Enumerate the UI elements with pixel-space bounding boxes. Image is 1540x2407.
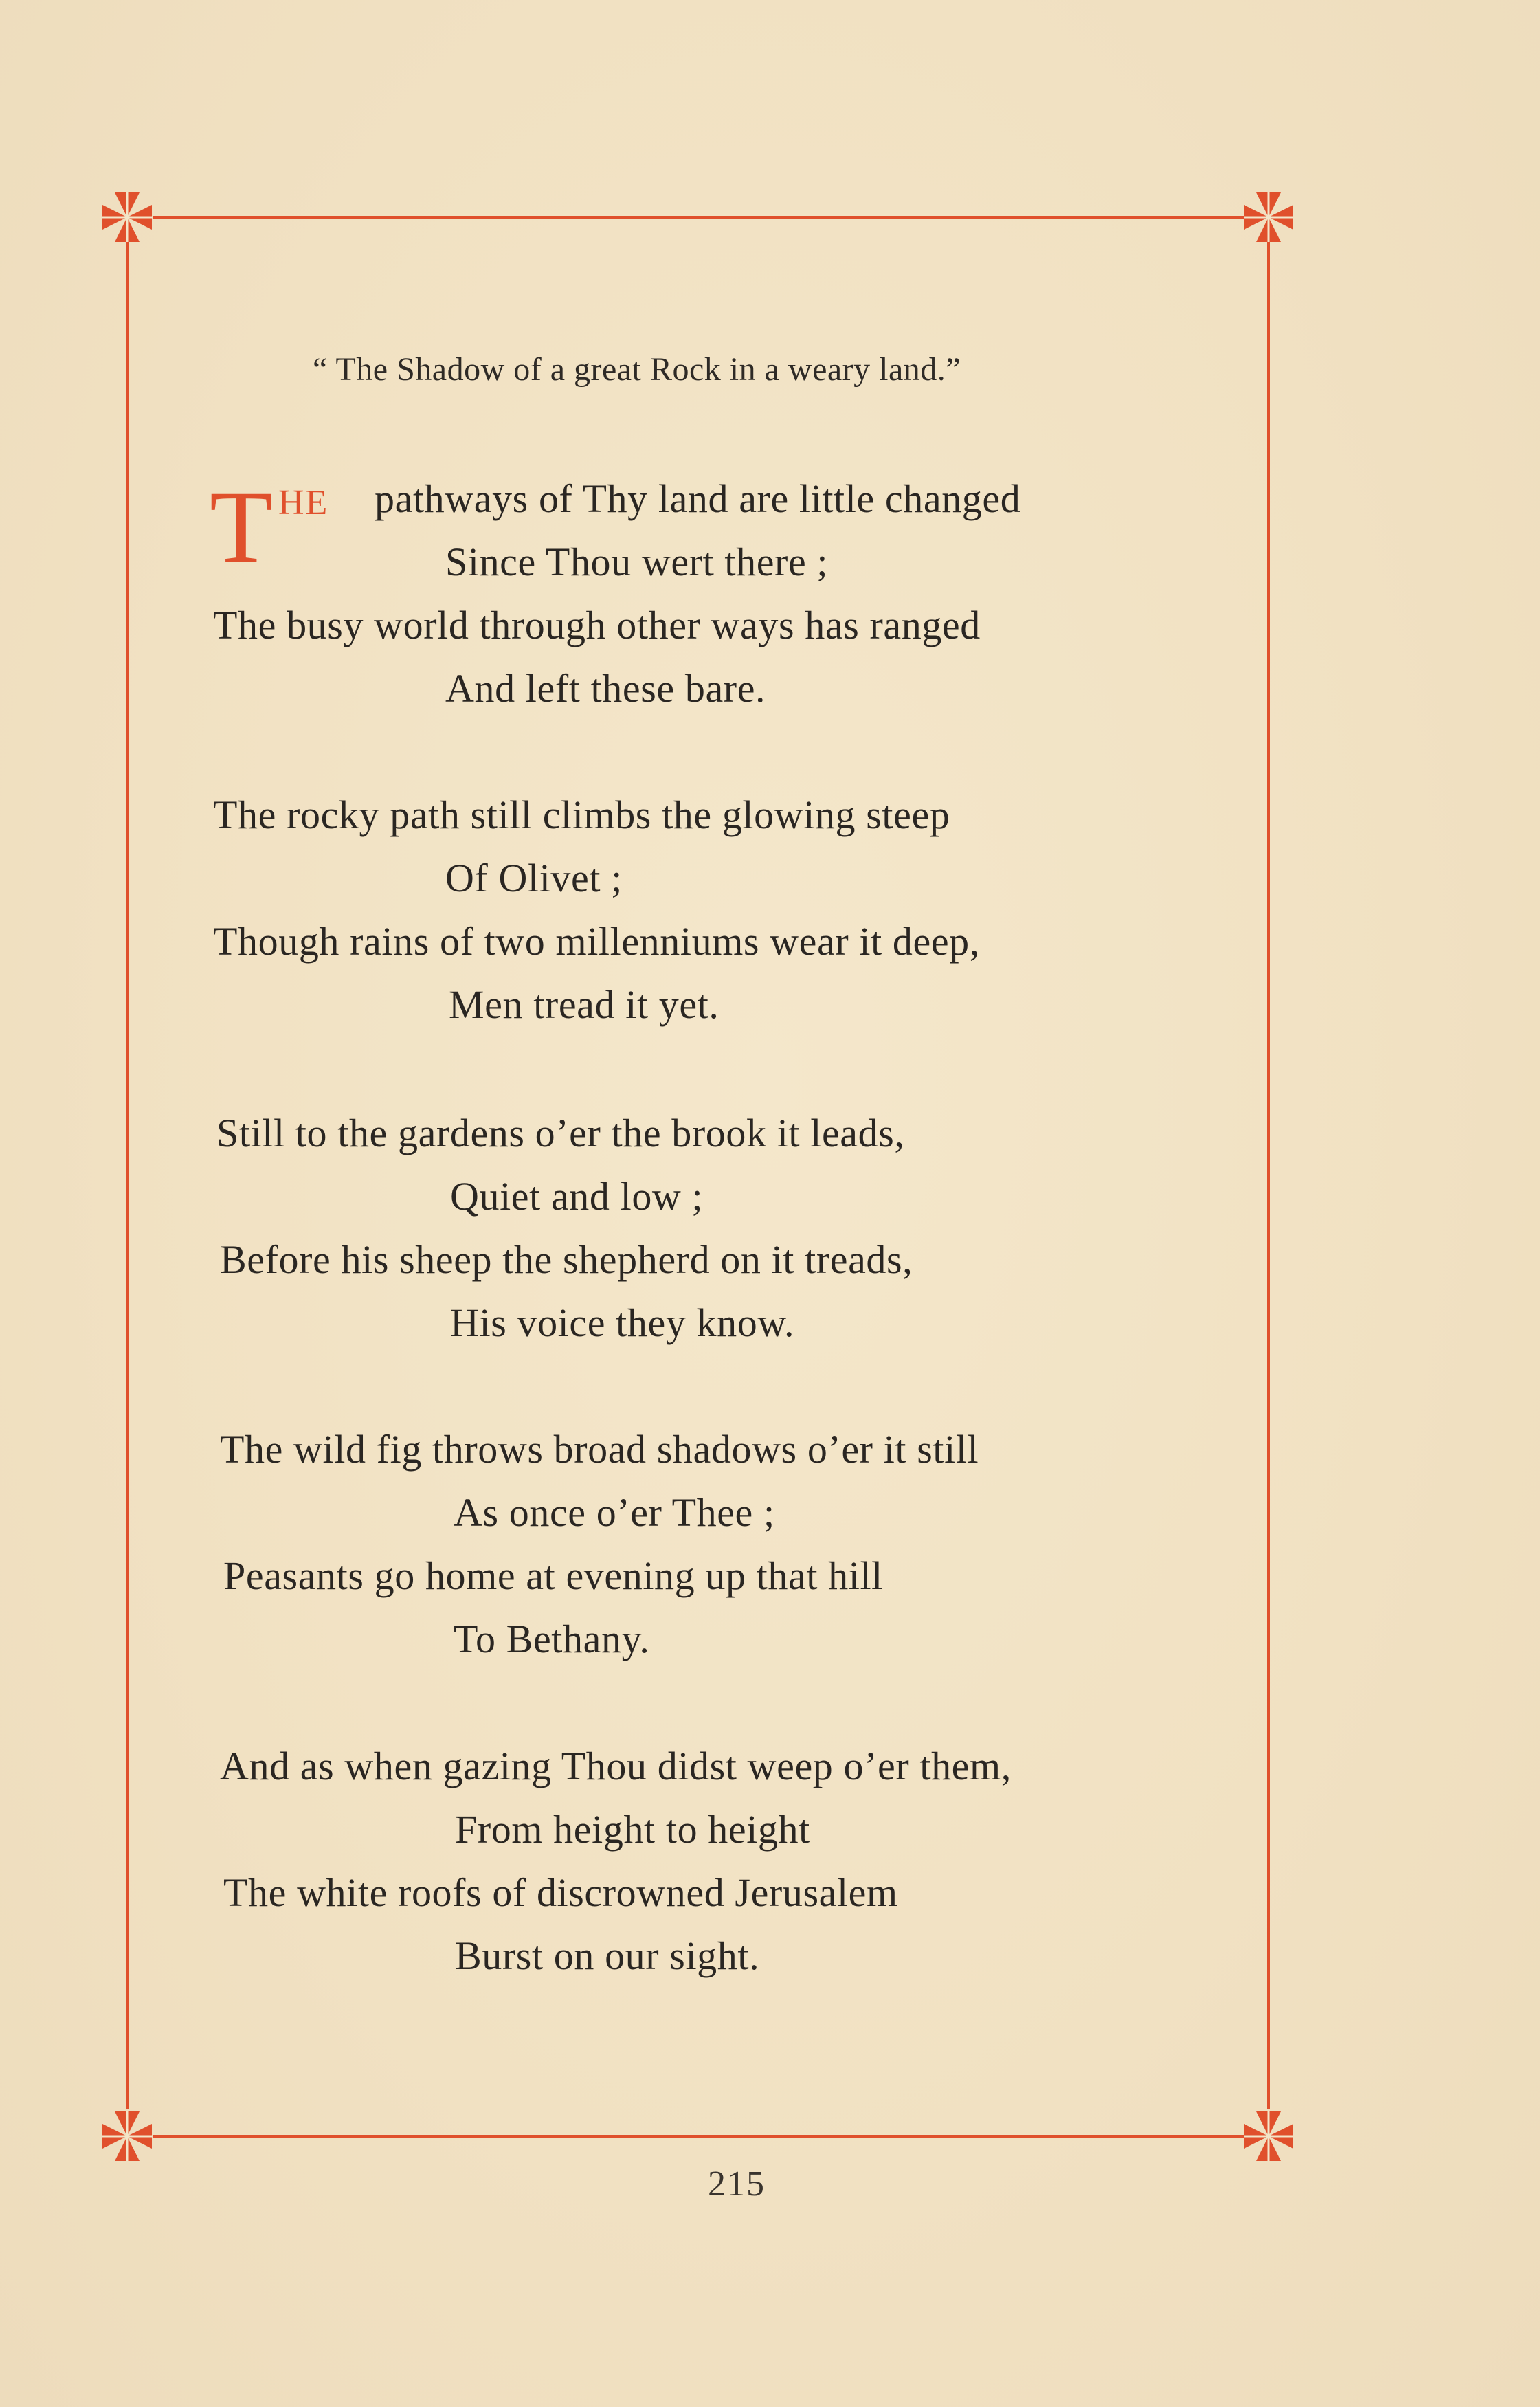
poem-line: And left these bare. xyxy=(445,666,766,711)
poem-line: The wild fig throws broad shadows o’er it still xyxy=(220,1427,979,1472)
page-number: 215 xyxy=(708,2164,766,2204)
poem-line: As once o’er Thee ; xyxy=(454,1490,775,1535)
epigraph: “ The Shadow of a great Rock in a weary land.” xyxy=(313,351,961,388)
poem-line: Of Olivet ; xyxy=(445,856,623,900)
poem-line: Burst on our sight. xyxy=(455,1933,760,1978)
poem-line: From height to height xyxy=(455,1807,810,1852)
maltese-cross-icon xyxy=(1241,2109,1296,2164)
frame-bottom-rule xyxy=(153,2135,1245,2138)
poem-line: Quiet and low ; xyxy=(450,1174,704,1219)
drop-cap-letter: T xyxy=(210,470,273,584)
poem-line: To Bethany. xyxy=(454,1617,650,1661)
poem-line: Men tread it yet. xyxy=(449,982,719,1027)
drop-cap-small-caps: HE xyxy=(278,483,329,522)
poem-line: Since Thou wert there ; xyxy=(445,540,829,584)
poem-line: His voice they know. xyxy=(450,1300,795,1345)
poem-line: Though rains of two millenniums wear it deep, xyxy=(213,919,980,964)
poem-line: The busy world through other ways has ranged xyxy=(213,603,981,647)
poem-line: The rocky path still climbs the glowing steep xyxy=(213,792,950,837)
maltese-cross-icon xyxy=(100,2109,155,2164)
poem-line: pathways of Thy land are little changed xyxy=(375,476,1021,521)
poem-line: Before his sheep the shepherd on it treads, xyxy=(220,1237,913,1282)
poem-line: Still to the gardens o’er the brook it leads, xyxy=(216,1111,905,1155)
poem-line: Peasants go home at evening up that hill xyxy=(223,1553,883,1598)
poem-line: The white roofs of discrowned Jerusalem xyxy=(223,1870,898,1915)
poem-line: And as when gazing Thou didst weep o’er them, xyxy=(220,1744,1012,1788)
